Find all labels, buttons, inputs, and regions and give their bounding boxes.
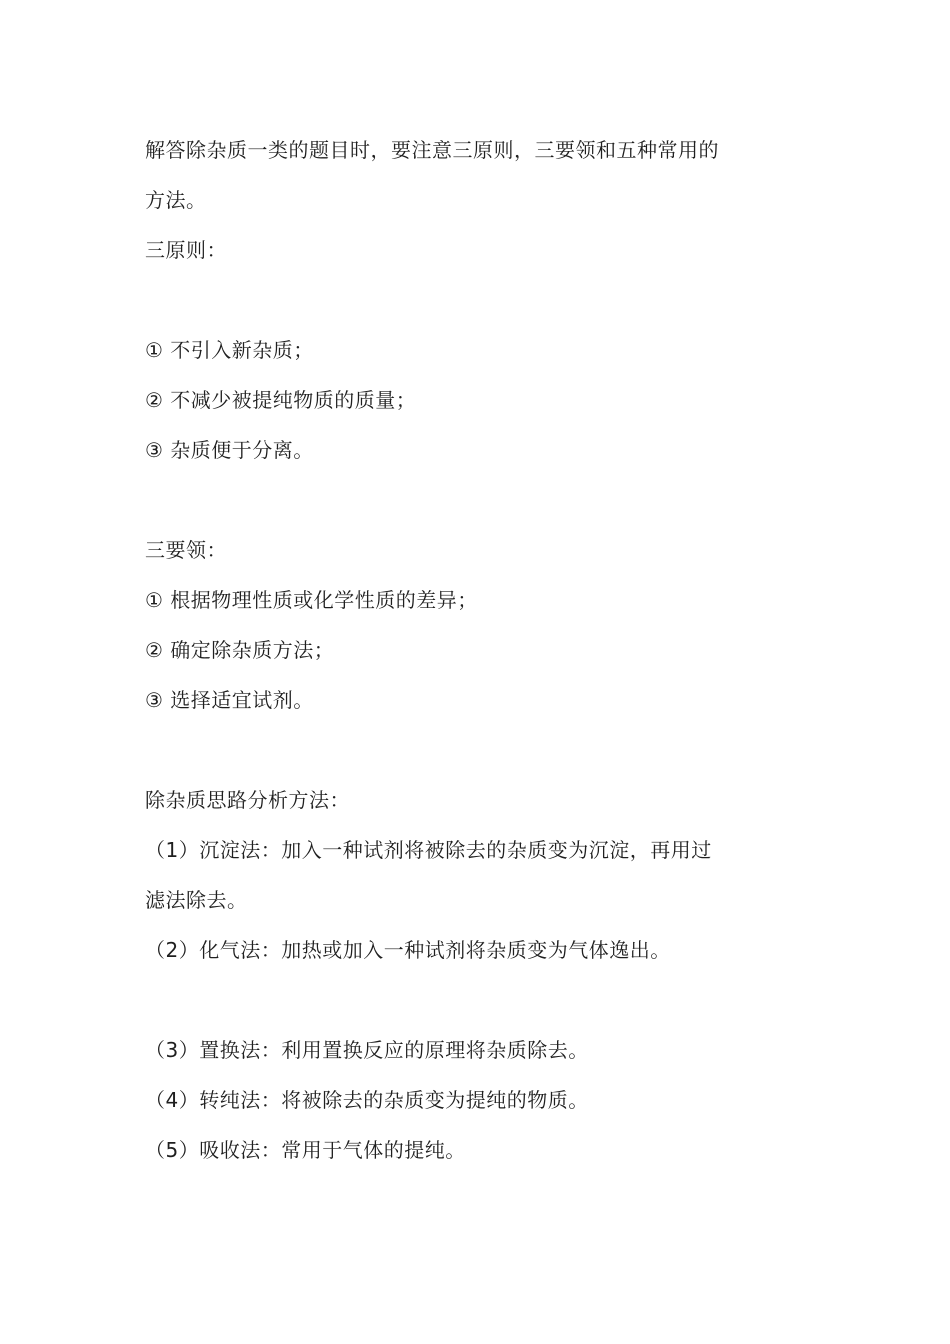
method-5: （5）吸收法：常用于气体的提纯。 (145, 1138, 466, 1162)
principle-item-2: ② 不减少被提纯物质的质量； (145, 388, 417, 412)
method-3: （3）置换法：利用置换反应的原理将杂质除去。 (145, 1038, 589, 1062)
principles-heading: 三原则： (145, 238, 227, 262)
essential-item-3: ③ 选择适宜试剂。 (145, 688, 314, 712)
method-1-line-1: （1）沉淀法：加入一种试剂将被除去的杂质变为沉淀，再用过 (145, 838, 712, 862)
essential-item-1: ① 根据物理性质或化学性质的差异； (145, 588, 478, 612)
method-2: （2）化气法：加热或加入一种试剂将杂质变为气体逸出。 (145, 938, 671, 962)
blank-line (145, 725, 825, 775)
essentials-heading: 三要领： (145, 538, 227, 562)
method-4: （4）转纯法：将被除去的杂质变为提纯的物质。 (145, 1088, 589, 1112)
method-1-line-2: 滤法除去。 (145, 888, 248, 912)
intro-line-2: 方法。 (145, 188, 207, 212)
intro-line-1: 解答除杂质一类的题目时，要注意三原则，三要领和五种常用的 (145, 138, 719, 162)
principle-item-1: ① 不引入新杂质； (145, 338, 314, 362)
document-body (145, 125, 825, 1175)
principle-item-3: ③ 杂质便于分离。 (145, 438, 314, 462)
blank-line (145, 975, 825, 1025)
blank-line (145, 475, 825, 525)
blank-line (145, 275, 825, 325)
methods-heading: 除杂质思路分析方法： (145, 788, 350, 812)
essential-item-2: ② 确定除杂质方法； (145, 638, 335, 662)
